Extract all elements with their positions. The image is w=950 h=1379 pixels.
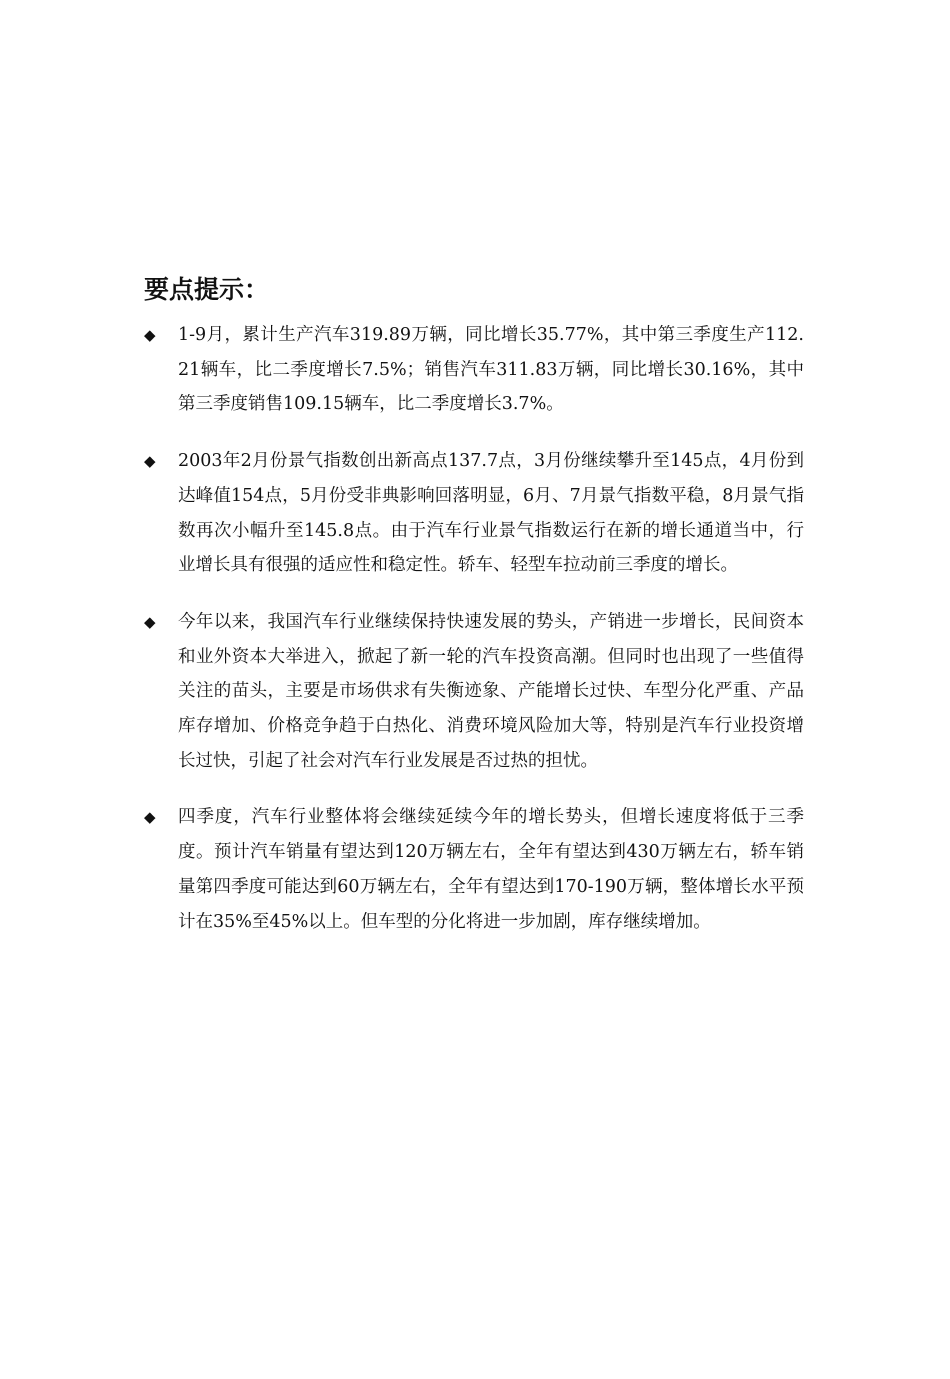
key-point-text: 1-9月，累计生产汽车319.89万辆，同比增长35.77%，其中第三季度生产112.21辆车，比二季度增长7.5%；销售汽车311.83万辆，同比增长30.16%，其中第三季度销售109.15辆车，比二季度增长3.7%。 bbox=[178, 325, 804, 415]
key-point-3 bbox=[144, 605, 804, 779]
key-point-text: 今年以来，我国汽车行业继续保持快速发展的势头，产销进一步增长，民间资本和业外资本大举进入，掀起了新一轮的汽车投资高潮。但同时也出现了一些值得关注的苗头，主要是市场供求有失衡迹象、产能增长过快、车型分化严重、产品库存增加、价格竞争趋于白热化、消费环境风险加大等，特别是汽车行业投资增长过快，引起了社会对汽车行业发展是否过热的担忧。 bbox=[178, 611, 804, 771]
key-point-text: 2003年2月份景气指数创出新高点137.7点，3月份继续攀升至145点，4月份到达峰值154点，5月份受非典影响回落明显，6月、7月景气指数平稳，8月景气指数再次小幅升至145.8点。由于汽车行业景气指数运行在新的增长通道当中，行业增长具有很强的适应性和稳定性。轿车、轻型车拉动前三季度的增长。 bbox=[178, 451, 804, 576]
key-points-list bbox=[144, 318, 804, 961]
key-point-1 bbox=[144, 318, 804, 422]
diamond-bullet-icon: ◆ bbox=[144, 326, 156, 344]
section-heading: 要点提示： bbox=[144, 275, 270, 304]
diamond-bullet-icon: ◆ bbox=[144, 612, 156, 631]
diamond-bullet-icon: ◆ bbox=[144, 808, 156, 827]
key-point-4 bbox=[144, 800, 804, 939]
diamond-bullet-icon: ◆ bbox=[144, 452, 156, 471]
key-point-2 bbox=[144, 444, 804, 583]
key-point-text: 四季度，汽车行业整体将会继续延续今年的增长势头，但增长速度将低于三季度。预计汽车销量有望达到120万辆左右，全年有望达到430万辆左右，轿车销量第四季度可能达到60万辆左右，全年有望达到170-190万辆，整体增长水平预计在35%至45%以上。但车型的分化将进一步加剧，库存继续增加。 bbox=[178, 807, 804, 932]
